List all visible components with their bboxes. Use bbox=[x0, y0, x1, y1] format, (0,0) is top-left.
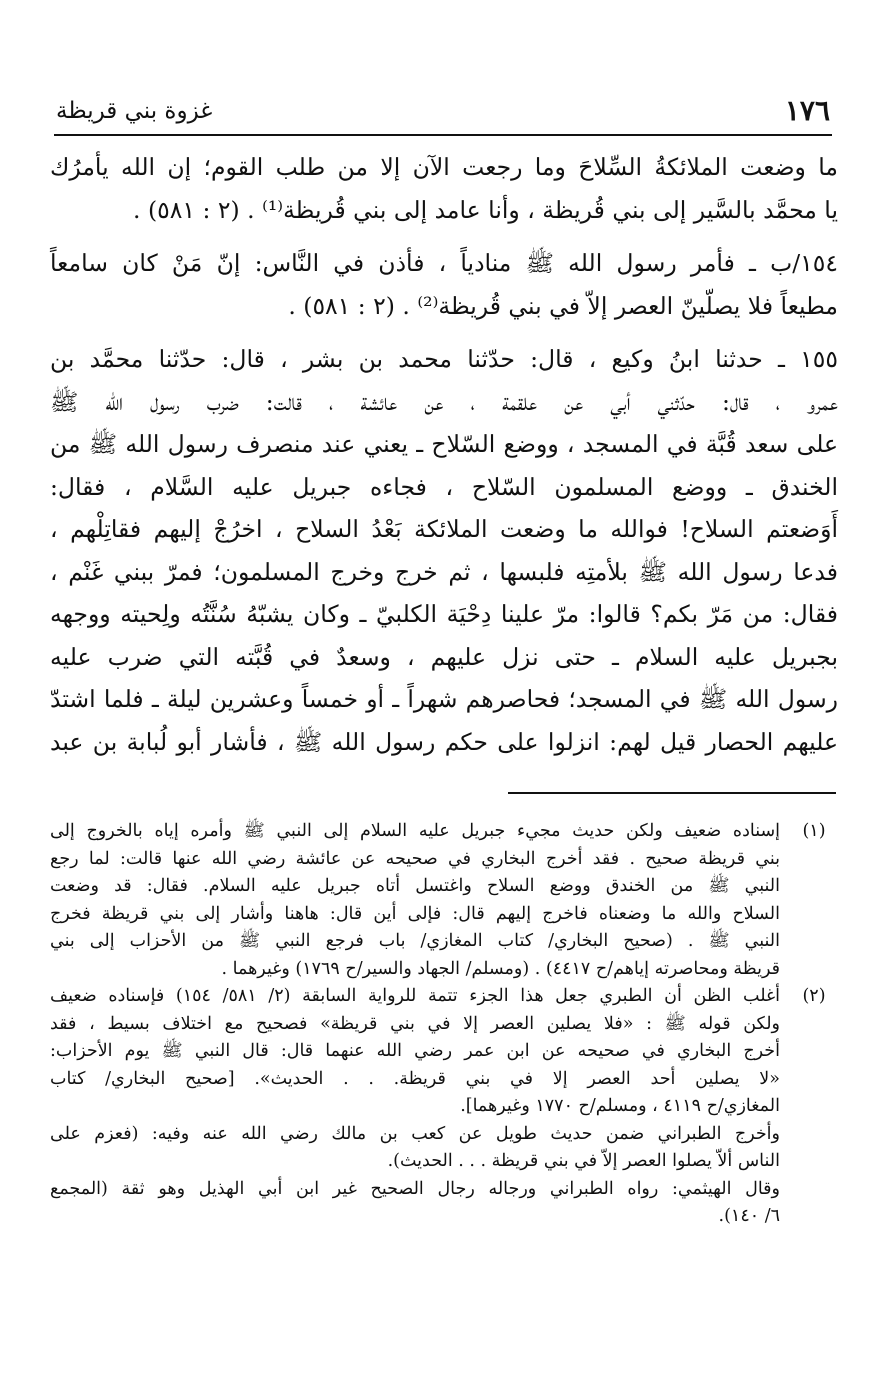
footnote-line: وأخرج الطبراني ضمن حديث طويل عن كعب بن مالك رضي الله عنه وفيه: (فعزم على bbox=[50, 1123, 780, 1144]
footnote-line: وقال الهيثمي: رواه الطبراني ورجاله رجال الصحيح غير ابن أبي الهذيل وهو ثقة (المجمع bbox=[50, 1178, 780, 1199]
text-line: بجبريل عليه السلام ـ حتى نزل عليهم ، وسعدٌ في قُبَّته التي ضرب عليه bbox=[50, 642, 838, 671]
footnote-line: قريظة ومحاصرته إياهم/ح ٤٤١٧) . (ومسلم/ الجهاد والسير/ح ١٧٦٩) وغيرهما . bbox=[221, 958, 780, 979]
text-line: فقال: من مَرّ بكم؟ قالوا: مرّ علينا دِحْيَة الكلبيّ ـ وكان يشبّهُ سُنَّتُه ولِحيته ووجهه bbox=[50, 600, 838, 628]
footnote-subparagraph bbox=[50, 1121, 780, 1176]
text-line: رسول الله ﷺ في المسجد؛ فحاصرهم شهراً ـ أو خمساً وعشرين ليلة ـ فلما اشتدّ bbox=[50, 685, 838, 713]
footnote-line: ولكن قوله ﷺ : «فلا يصلين العصر إلا في بني قريظة» فصحيح مع اختلاف بسيط ، فقد bbox=[50, 1013, 780, 1034]
paragraph-2 bbox=[50, 242, 838, 327]
footnote-number: (١) bbox=[802, 821, 826, 841]
footnote-subparagraph bbox=[50, 1176, 780, 1231]
main-text bbox=[50, 146, 838, 774]
footnote-divider bbox=[508, 792, 836, 794]
footnote-2 bbox=[50, 983, 838, 1231]
text-line: عليهم الحصار قيل لهم: انزلوا على حكم رسول الله ﷺ ، فأشار أبو لُبابة بن عبد bbox=[50, 727, 838, 756]
footnote-line: «لا يصلين أحد العصر إلا في بني قريظة. . . الحديث». [صحيح البخاري/ كتاب bbox=[50, 1068, 780, 1089]
footnote-number: (٢) bbox=[802, 986, 826, 1006]
footnotes bbox=[50, 818, 838, 1231]
footnote-line: أخرج البخاري في صحيحه عن ابن عمر رضي الله عنهما قال: قال النبي ﷺ يوم الأحزاب: bbox=[50, 1041, 780, 1061]
text-line: أَوَضعتم السلاح! فوالله ما وضعت الملائكة بَعْدُ السلاح ، اخرُجْ إليهم فقاتِلْهم ، bbox=[50, 515, 838, 543]
text-line: ١٥٥ ـ حدثنا ابنُ وكيع ، قال: حدّثنا محمد بن بشر ، قال: حدّثنا محمَّد بن bbox=[50, 345, 838, 373]
text-line: مطيعاً فلا يصلّينّ العصر إلاّ في بني قُريظة⁽²⁾ . (٢ : ٥٨١) . bbox=[288, 291, 838, 320]
footnote-line: المغازي/ح ٤١١٩ ، ومسلم/ح ١٧٧٠ وغيرهما]. bbox=[460, 1096, 780, 1116]
footnote-line: بني قريظة صحيح . فقد أخرج البخاري في صحيحه عن عائشة رضي الله عنها قالت: لما رجع bbox=[50, 848, 780, 869]
text-line: عمرو ، قال: حدّثني أبي عن علقمة ، عن عائشة ، قالت: ضرب رسول الله ﷺ bbox=[50, 387, 838, 416]
footnote-line: أغلب الظن أن الطبري جعل هذا الجزء تتمة للرواية السابقة (٢/ ٥٨١/ ١٥٤) فإسناده ضعيف bbox=[50, 986, 780, 1006]
paragraph-1 bbox=[50, 146, 838, 231]
text-line: فدعا رسول الله ﷺ بلأمتِه فلبسها ، ثم خرج وخرج المسلمون؛ فمرّ ببني غَنْم ، bbox=[50, 557, 838, 586]
page-number: ١٧٦ bbox=[784, 94, 830, 127]
text-line: يا محمَّد بالسَّير إلى بني قُريظة ، وأنا عامد إلى بني قُريظة⁽¹⁾ . (٢ : ٥٨١) . bbox=[133, 195, 838, 224]
paragraph-3 bbox=[50, 338, 838, 763]
text-line: ما وضعت الملائكةُ السِّلاحَ وما رجعت الآن إلا من طلب القوم؛ إن الله يأمرُك bbox=[50, 153, 838, 181]
footnote-line: النبي ﷺ . (صحيح البخاري/ كتاب المغازي/ باب فرجع النبي ﷺ من الأحزاب إلى بني bbox=[50, 931, 780, 951]
text-line: الخندق ـ ووضع المسلمون السّلاح ، فجاءه جبريل عليه السَّلام ، فقال: bbox=[50, 472, 838, 501]
page-header bbox=[54, 92, 832, 136]
footnote-line: الناس ألاّ يصلوا العصر إلاّ في بني قريظة . . . الحديث). bbox=[387, 1151, 780, 1171]
footnote-line: النبي ﷺ من الخندق ووضع السلاح واغتسل أتاه جبريل عليه السلام. فقال: قد وضعت bbox=[50, 876, 780, 896]
footnote-line: السلاح والله ما وضعناه فاخرج إليهم قال: فإلى أين قال: هاهنا وأشار إلى بني قريظة فخرج bbox=[50, 903, 780, 924]
footnote-line: ٦/ ١٤٠). bbox=[718, 1206, 780, 1226]
footnote-1 bbox=[50, 818, 838, 983]
text-line: على سعد قُبَّة في المسجد ، ووضع السّلاح ـ يعني عند منصرف رسول الله ﷺ من bbox=[50, 430, 838, 458]
footnote-line: إسناده ضعيف ولكن حديث مجيء جبريل عليه السلام إلى النبي ﷺ وأمره إياه بالخروج إلى bbox=[50, 821, 780, 841]
text-line: ١٥٤/ب ـ فأمر رسول الله ﷺ منادياً ، فأذن في النَّاس: إنّ مَنْ كان سامعاً bbox=[50, 249, 838, 277]
running-title: غزوة بني قريظة bbox=[56, 98, 213, 124]
